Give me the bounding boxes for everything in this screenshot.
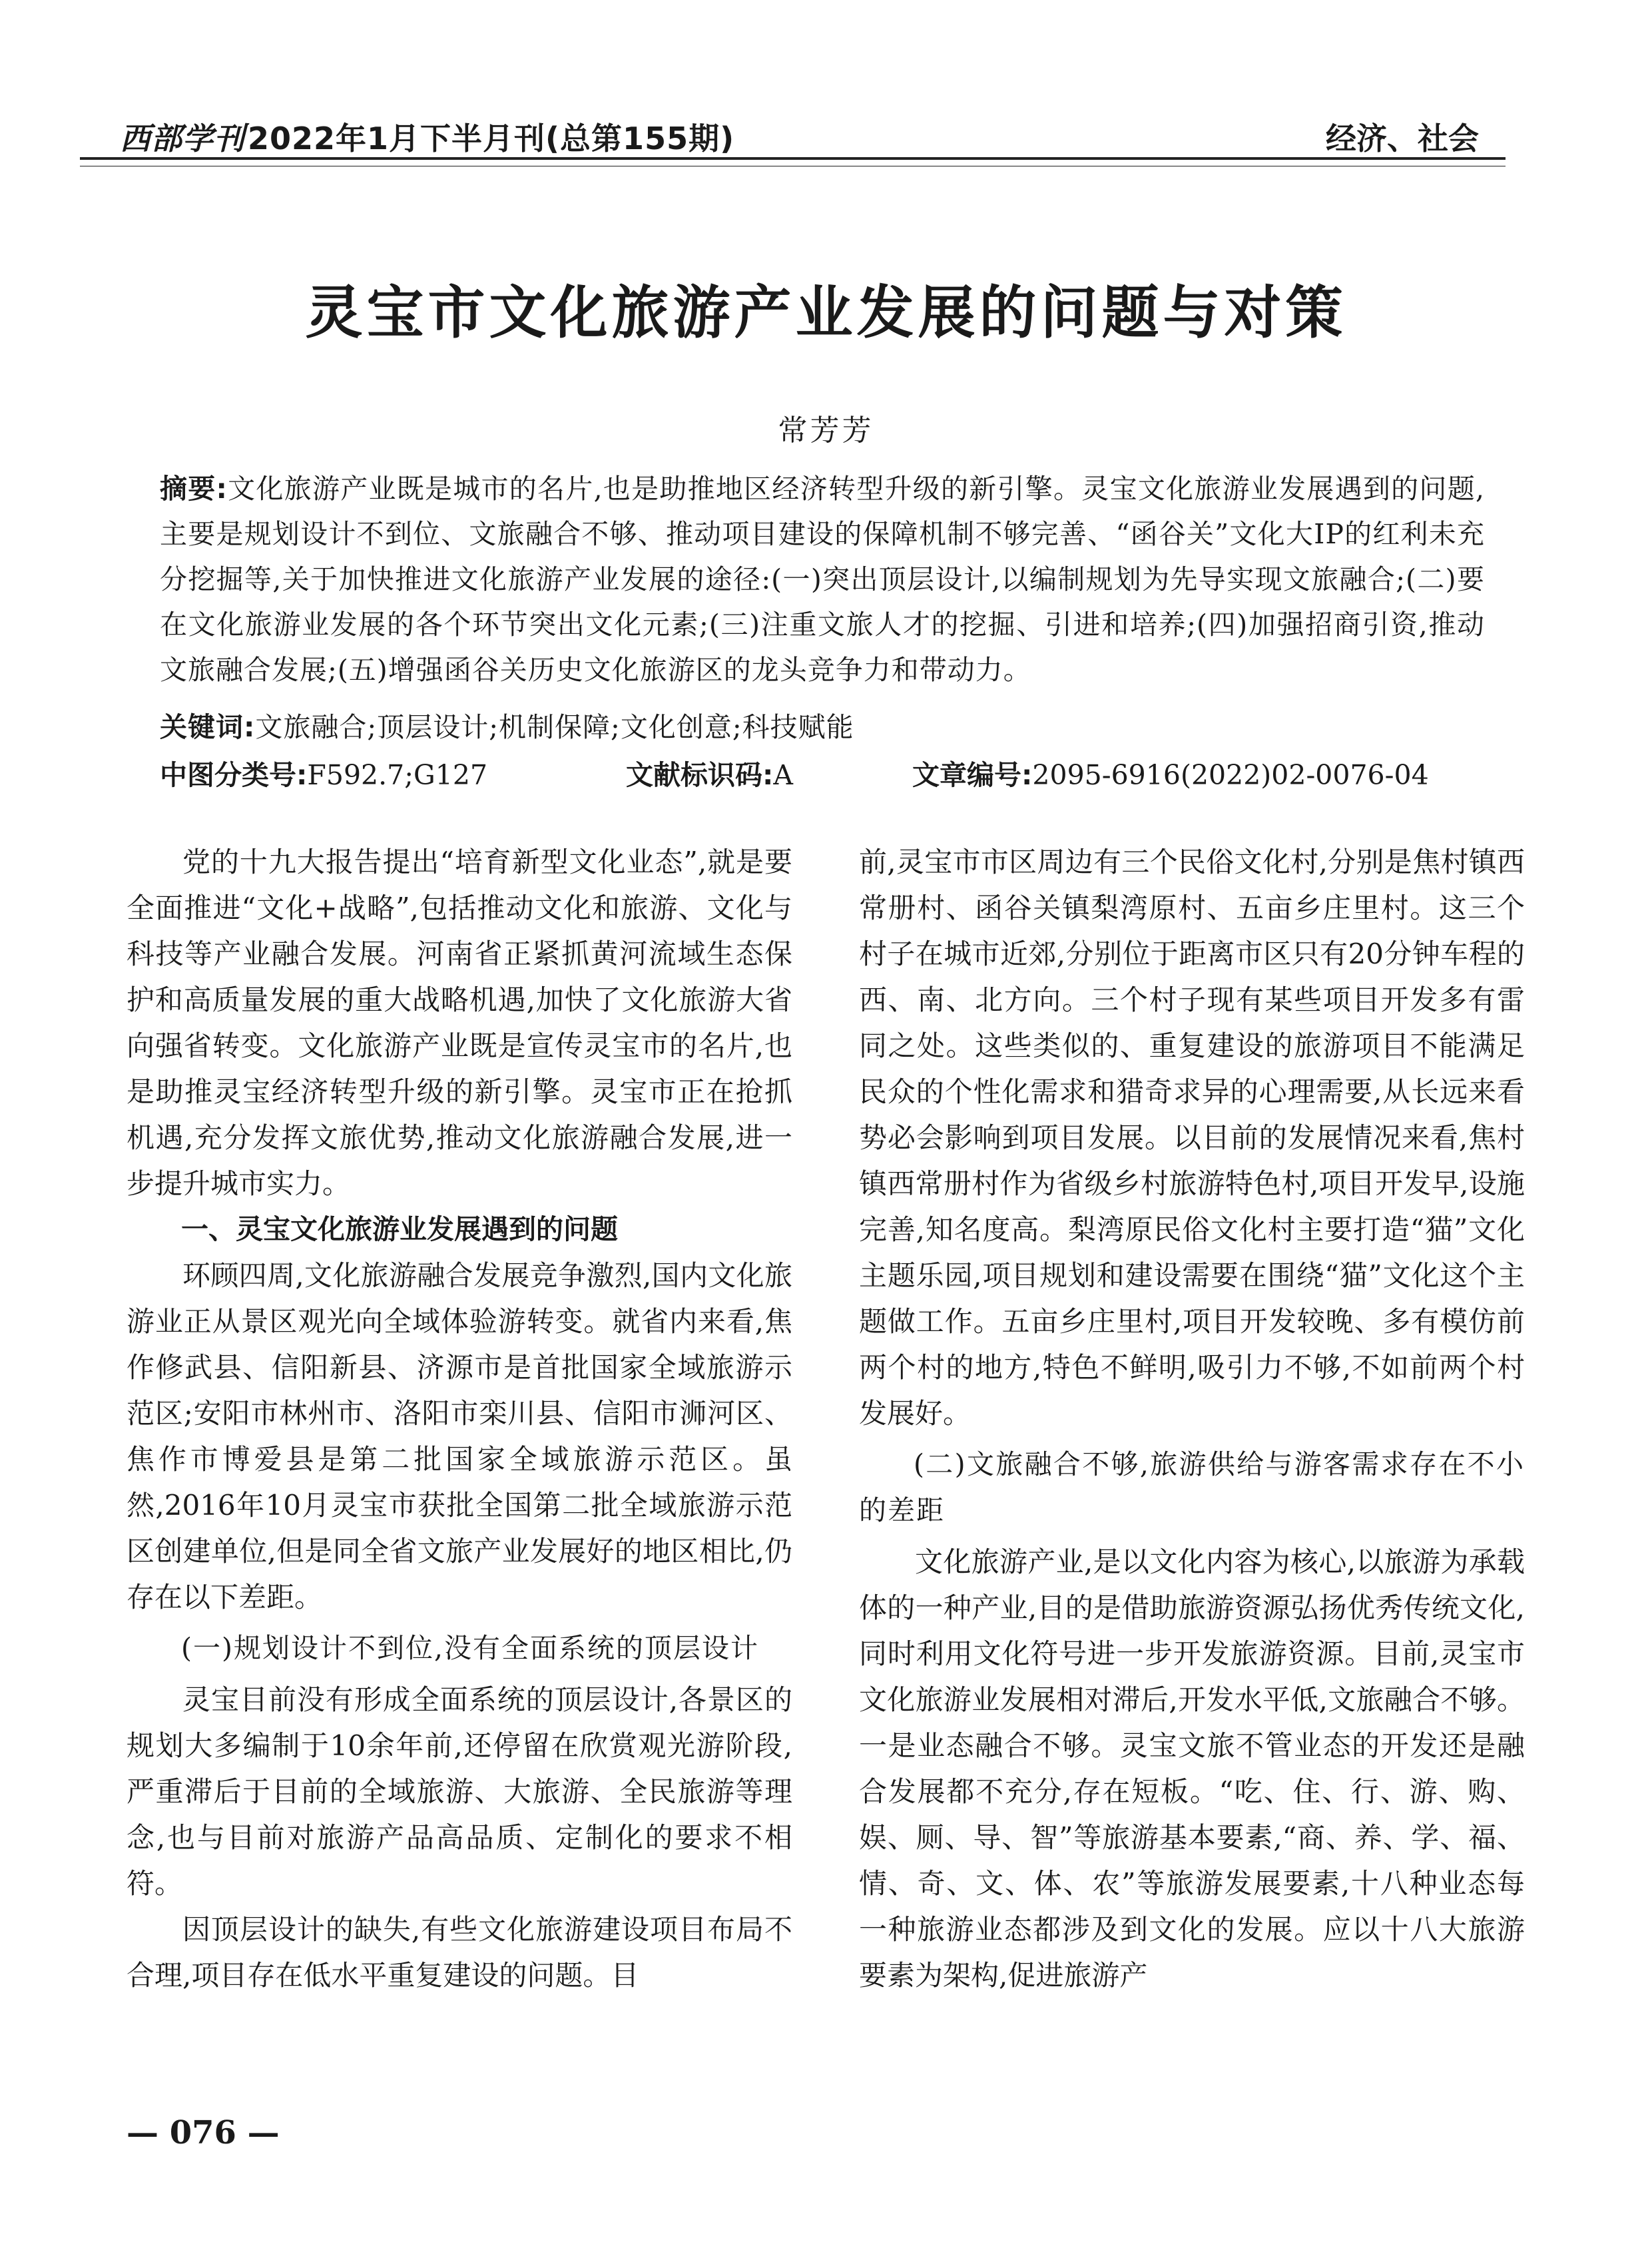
- paragraph: 灵宝目前没有形成全面系统的顶层设计,各景区的规划大多编制于10余年前,还停留在欣赏观光游阶段,严重滞后于目前的全域旅游、大旅游、全民旅游等理念,也与目前对旅游产品高品质、定制化的要求不相符。: [127, 1683, 792, 1900]
- subsection-heading: (一)规划设计不到位,没有全面系统的顶层设计: [181, 1632, 760, 1664]
- author-name: 常芳芳: [778, 414, 874, 447]
- paragraph: 党的十九大报告提出“培育新型文化业态”,就是要全面推进“文化+战略”,包括推动文化和旅游、文化与科技等产业融合发展。河南省正紧抓黄河流域生态保护和高质量发展的重大战略机遇,加快了文化旅游大省向强省转变。文化旅游产业既是宣传灵宝市的名片,也是助推灵宝经济转型升级的新引擎。灵宝市正在抢抓机遇,充分发挥文旅优势,推动文化旅游融合发展,进一步提升城市实力。: [127, 846, 792, 1200]
- header-rule: [80, 157, 1506, 160]
- article-number-value: 2095-6916(2022)02-0076-04: [1032, 759, 1429, 791]
- paragraph: 环顾四周,文化旅游融合发展竞争激烈,国内文化旅游业正从景区观光向全域体验游转变。就省内来看,焦作修武县、信阳新县、济源市是首批国家全域旅游示范区;安阳市林州市、洛阳市栾川县、信阳市浉河区、焦作市博爱县是第二批国家全域旅游示范区。虽然,2016年10月灵宝市获批全国第二批全域旅游示范区创建单位,但是同全省文旅产业发展好的地区相比,仍存在以下差距。: [127, 1259, 792, 1613]
- page-number: — 076 —: [127, 2114, 280, 2151]
- section-label: 经济、社会: [1326, 121, 1479, 156]
- keywords-label: 关键词:: [160, 711, 256, 743]
- document-code: [626, 752, 793, 798]
- header-journal-issue: [120, 115, 734, 158]
- paragraph: 前,灵宝市市区周边有三个民俗文化村,分别是焦村镇西常册村、函谷关镇梨湾原村、五亩乡庄里村。这三个村子在城市近郊,分别位于距离市区只有20分钟车程的西、南、北方向。三个村子现有某些项目开发多有雷同之处。这些类似的、重复建设的旅游项目不能满足民众的个性化需求和猎奇求异的心理需要,从长远来看势必会影响到项目发展。以目前的发展情况来看,焦村镇西常册村作为省级乡村旅游特色村,项目开发早,设施完善,知名度高。梨湾原民俗文化村主要打造“猫”文化主题乐园,项目规划和建设需要在围绕“猫”文化这个主题做工作。五亩乡庄里村,项目开发较晚、多有模仿前两个村的地方,特色不鲜明,吸引力不够,不如前两个村发展好。: [859, 846, 1525, 1430]
- doc-label: 文献标识码:: [626, 759, 774, 791]
- article-number-label: 文章编号:: [912, 759, 1033, 791]
- doc-value: A: [773, 759, 794, 791]
- subsection-heading: (二)文旅融合不够,旅游供给与游客需求存在不小的差距: [859, 1448, 1525, 1526]
- clc-value: F592.7;G127: [307, 759, 488, 791]
- clc-label: 中图分类号:: [160, 759, 308, 791]
- abstract-text: 文化旅游产业既是城市的名片,也是助推地区经济转型升级的新引擎。灵宝文化旅游业发展遇到的问题,主要是规划设计不到位、文旅融合不够、推动项目建设的保障机制不够完善、“函谷关”文化大IP的红利未充分挖掘等,关于加快推进文化旅游产业发展的途径:(一)突出顶层设计,以编制规划为先导实现文旅融合;(二)要在文化旅游业发展的各个环节突出文化元素;(三)注重文旅人才的挖掘、引进和培养;(四)加强招商引资,推动文旅融合发展;(五)增强函谷关历史文化旅游区的龙头竞争力和带动力。: [160, 473, 1485, 686]
- abstract: [160, 466, 1485, 693]
- keywords-text: 文旅融合;顶层设计;机制保障;文化创意;科技赋能: [255, 711, 854, 743]
- clc-code: [160, 752, 487, 798]
- body-column-left: [127, 839, 792, 1998]
- abstract-label: 摘要:: [160, 473, 228, 505]
- section-heading: 一、灵宝文化旅游业发展遇到的问题: [181, 1213, 618, 1245]
- journal-name: 西部学刊: [120, 121, 245, 156]
- keywords: [160, 704, 1485, 750]
- body-column-right: [859, 839, 1525, 1998]
- issue-info: 2022年1月下半月刊(总第155期): [248, 121, 735, 156]
- paragraph: 文化旅游产业,是以文化内容为核心,以旅游为承载体的一种产业,目的是借助旅游资源弘扬优秀传统文化,同时利用文化符号进一步开发旅游资源。目前,灵宝市文化旅游业发展相对滞后,开发水平低,文旅融合不够。一是业态融合不够。灵宝文旅不管业态的开发还是融合发展都不充分,存在短板。“吃、住、行、游、购、娱、厕、导、智”等旅游基本要素,“商、养、学、福、情、奇、文、体、农”等旅游发展要素,十八种业态每一种旅游业态都涉及到文化的发展。应以十八大旅游要素为架构,促进旅游产: [859, 1545, 1525, 1992]
- article-title: 灵宝市文化旅游产业发展的问题与对策: [305, 279, 1347, 346]
- running-header: [80, 100, 1506, 160]
- paragraph: 因顶层设计的缺失,有些文化旅游建设项目布局不合理,项目存在低水平重复建设的问题。目: [127, 1913, 792, 1992]
- article-number: [912, 752, 1429, 798]
